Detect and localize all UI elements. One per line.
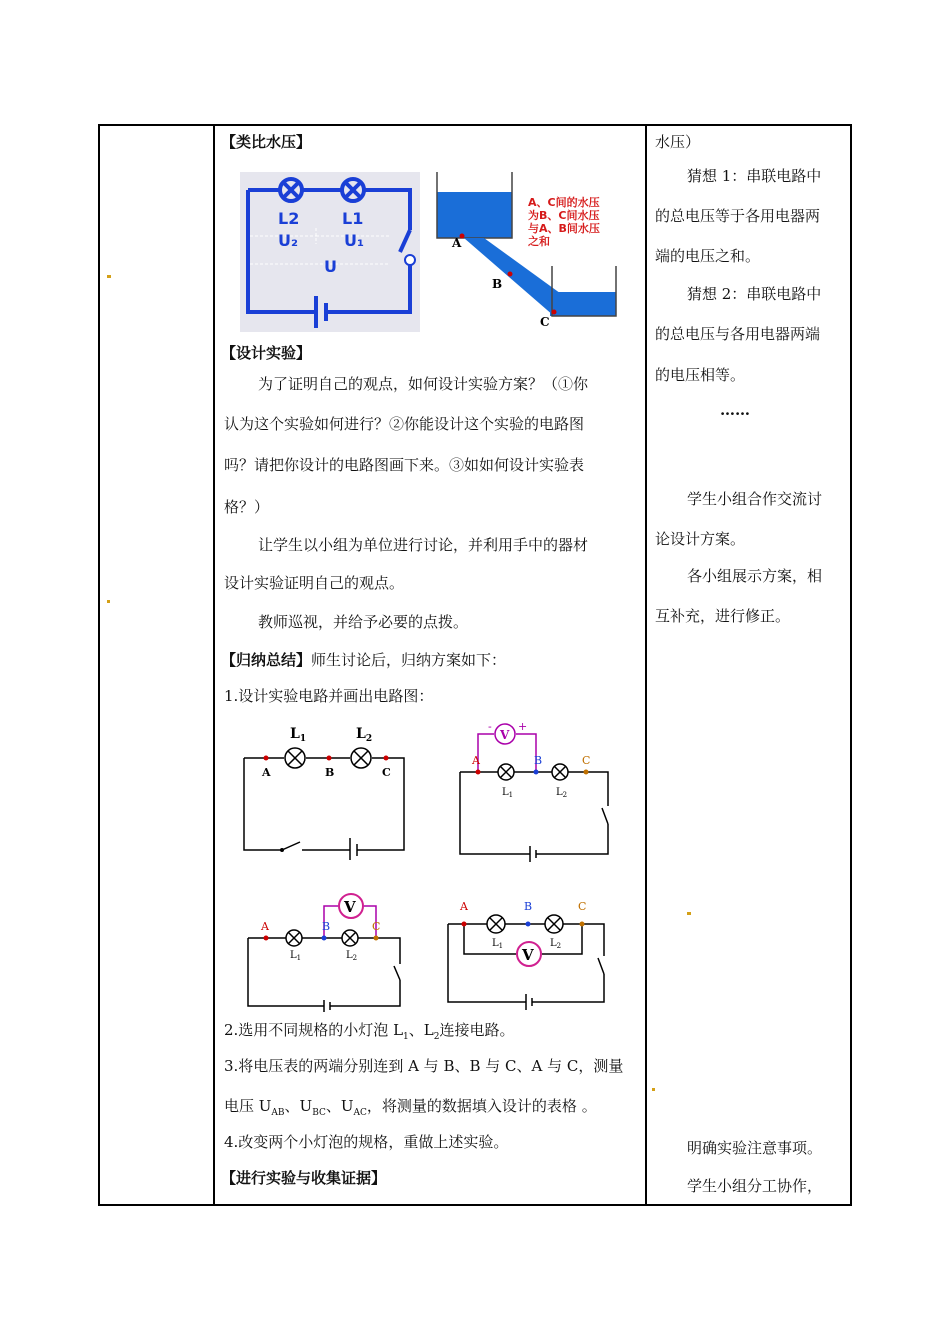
svg-text:B: B bbox=[325, 766, 335, 779]
svg-text:A: A bbox=[261, 920, 269, 933]
svg-text:C: C bbox=[382, 766, 391, 779]
col3-text: 的电压相等。 bbox=[655, 366, 746, 384]
heading-experiment: 【进行实验与收集证据】 bbox=[221, 1169, 387, 1187]
water-pressure-figure bbox=[432, 170, 632, 330]
label-u: U bbox=[324, 257, 337, 276]
col3-text: 的总电压与各用电器两端 bbox=[655, 325, 821, 343]
point-c: C bbox=[540, 315, 550, 329]
design-text: 格？） bbox=[224, 498, 270, 516]
decor-mark bbox=[652, 1088, 655, 1091]
step-3-cont: 电压 $U_{AB}$、$U_{BC}$、$U_{AC}$，将测量的数据填入设计的表格 。 bbox=[224, 1097, 597, 1118]
design-text: 让学生以小组为单位进行讨论，并利用手中的器材 bbox=[258, 536, 589, 554]
svg-text:A: A bbox=[460, 900, 468, 913]
note-line-1: A、C间的水压 bbox=[528, 196, 600, 209]
svg-text:B: B bbox=[322, 920, 331, 933]
svg-text:C: C bbox=[582, 754, 591, 767]
design-text: 为了证明自己的观点，如何设计实验方案？（①你 bbox=[258, 375, 589, 393]
svg-text:V: V bbox=[344, 898, 356, 916]
svg-text:B: B bbox=[524, 900, 533, 913]
col3-text: 明确实验注意事项。 bbox=[687, 1139, 823, 1157]
svg-text:V: V bbox=[522, 946, 534, 964]
col3-text: 的总电压等于各用电器两 bbox=[655, 207, 821, 225]
summary-line bbox=[221, 650, 506, 670]
col3-text: 各小组展示方案，相 bbox=[687, 567, 823, 585]
label-u1: U₁ bbox=[344, 231, 364, 250]
col3-text: 水压） bbox=[655, 133, 701, 151]
svg-text:L1: $L_1$ bbox=[492, 938, 504, 950]
design-text: 吗？请把你设计的电路图画下来。③如如何设计实验表 bbox=[224, 456, 585, 474]
summary-intro: 师生讨论后，归纳方案如下： bbox=[311, 651, 507, 669]
col3-text: …… bbox=[720, 401, 750, 419]
step-4: 4.改变两个小灯泡的规格，重做上述实验。 bbox=[224, 1133, 509, 1151]
heading-summary: 【归纳总结】 bbox=[221, 651, 312, 669]
circuit-diagram-1 bbox=[236, 720, 416, 860]
circuit-diagram-2 bbox=[452, 720, 622, 865]
decor-mark bbox=[687, 912, 691, 915]
svg-text:A: A bbox=[472, 754, 480, 767]
column-divider-2 bbox=[645, 124, 647, 1206]
label-l2: L2 bbox=[278, 209, 300, 228]
svg-text:L2: $L_2$ bbox=[556, 787, 568, 799]
svg-text:L1: $L_1$ bbox=[290, 950, 302, 962]
analogy-circuit-figure bbox=[240, 172, 420, 332]
col3-text: 学生小组合作交流讨 bbox=[687, 490, 823, 508]
design-text: 教师巡视，并给予必要的点拨。 bbox=[258, 613, 469, 631]
heading-analogy: 【类比水压】 bbox=[221, 133, 312, 151]
circuit-diagram-4 bbox=[442, 894, 622, 1014]
col3-text: 猜想 2：串联电路中 bbox=[687, 285, 822, 303]
svg-text:V: V bbox=[500, 728, 510, 742]
svg-text:C: C bbox=[372, 920, 381, 933]
svg-text:L2: $L_2$ bbox=[356, 726, 373, 744]
col3-text: 互补充，进行修正。 bbox=[655, 607, 791, 625]
column-divider-1 bbox=[213, 124, 215, 1206]
label-u2: U₂ bbox=[278, 231, 298, 250]
note-line-3: 与A、B间水压 bbox=[528, 222, 600, 235]
svg-text:A: A bbox=[262, 766, 271, 779]
svg-text:C: C bbox=[578, 900, 587, 913]
svg-text:L1: $L_1$ bbox=[502, 787, 514, 799]
step-2: 2.选用不同规格的小灯泡 $L_1$、$L_2$连接电路。 bbox=[224, 1021, 515, 1042]
circuit-diagram-3 bbox=[240, 888, 412, 1018]
svg-text:-: - bbox=[488, 720, 492, 733]
svg-text:L2: $L_2$ bbox=[346, 950, 358, 962]
heading-design: 【设计实验】 bbox=[221, 344, 312, 362]
svg-text:L1: $L_1$ bbox=[290, 726, 307, 744]
decor-mark bbox=[107, 275, 111, 278]
col3-text: 猜想 1：串联电路中 bbox=[687, 167, 822, 185]
label-l1: L1 bbox=[342, 209, 364, 228]
design-text: 设计实验证明自己的观点。 bbox=[224, 574, 405, 592]
note-line-2: 为B、C间水压 bbox=[528, 209, 600, 222]
col3-text: 论设计方案。 bbox=[655, 530, 746, 548]
point-b: B bbox=[492, 277, 503, 291]
svg-text:B: B bbox=[534, 754, 543, 767]
point-a: A bbox=[452, 236, 462, 250]
design-text: 认为这个实验如何进行？②你能设计这个实验的电路图 bbox=[224, 415, 585, 433]
col3-text: 端的电压之和。 bbox=[655, 247, 761, 265]
note-line-4: 之和 bbox=[528, 235, 550, 248]
svg-text:L2: $L_2$ bbox=[550, 938, 562, 950]
svg-text:+: + bbox=[518, 720, 528, 733]
step-3: 3.将电压表的两端分别连到 A 与 B、B 与 C、A 与 C，测量 bbox=[224, 1057, 624, 1075]
col3-text: 学生小组分工协作， bbox=[687, 1177, 823, 1195]
decor-mark bbox=[107, 600, 110, 603]
step-1: 1.设计实验电路并画出电路图： bbox=[224, 687, 434, 705]
